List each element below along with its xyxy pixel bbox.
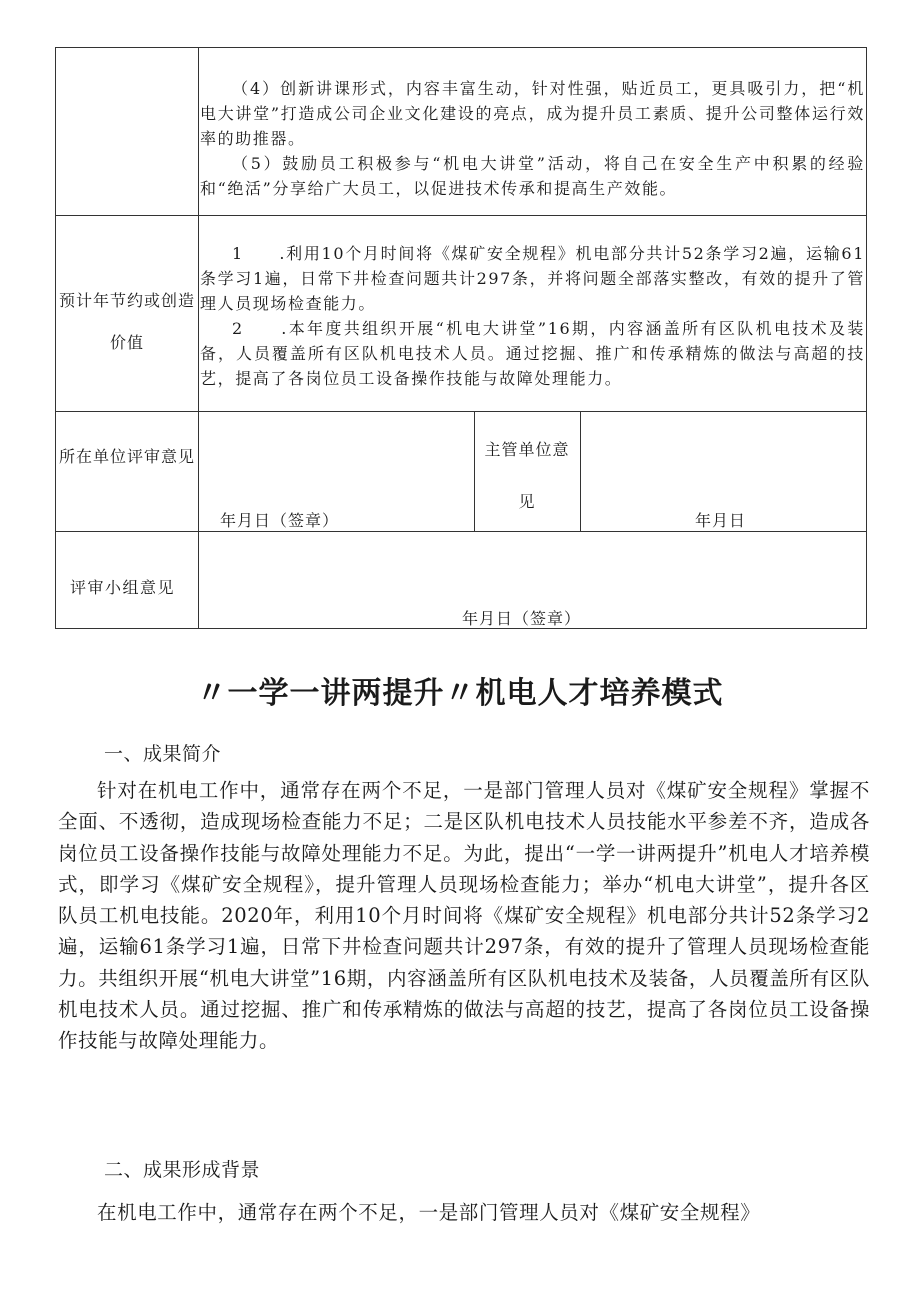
table-column-divider: [198, 47, 199, 629]
row2-label: 预计年节约或创造价值: [58, 291, 195, 352]
section-2-heading: 二、成果形成背景: [104, 1159, 261, 1181]
section-1-paragraph: 针对在机电工作中，通常存在两个不足，一是部门管理人员对《煤矿安全规程》掌握不全面、不透彻，造成现场检查能力不足；二是区队机电技术人员技能水平参差不齐，造成各岗位员工设备操作技能与故障处理能力不足。为此，提出“一学一讲两提升”机电人才培养模式，即学习《煤矿安全规程》，提升管理人员现场检查能力；举办“机电大讲堂”，提升各区队员工机电技能。2020年，利用10个月时间将《煤矿安全规程》机电部分共计52条学习2遍，运输61条学习1遍，日常下井检查问题共计297条，有效的提升了管理人员现场检查能力。共组织开展“机电大讲堂”16期，内容涵盖所有区队机电技术及装备，人员覆盖所有区队机电技术人员。通过挖掘、推广和传承精炼的做法与高超的技艺，提高了各岗位员工设备操作技能与故障处理能力。: [58, 779, 870, 1053]
supervisor-date: 年月日: [695, 511, 747, 530]
value-item-2: 2 .本年度共组织开展“机电大讲堂”16期，内容涵盖所有区队机电技术及装备，人员覆盖所有区队机电技术人员。通过挖掘、推广和传承精炼的做法与高超的技艺，提高了各岗位员工设备操作技能与故障处理能力。: [200, 319, 865, 388]
section-1-heading: 一、成果简介: [104, 743, 222, 765]
item-5-text: （5）鼓励员工积极参与“机电大讲堂”活动，将自己在安全生产中积累的经验和“绝活”分享给广大员工，以促进技术传承和提高生产效能。: [200, 154, 865, 198]
document-title: 〃一学一讲两提升〃机电人才培养模式: [196, 676, 724, 711]
unit-review-label: 所在单位评审意见: [58, 447, 195, 466]
table-row-divider: [55, 411, 867, 412]
table-row-divider: [55, 531, 867, 532]
value-item-1: 1 .利用10个月时间将《煤矿安全规程》机电部分共计52条学习2遍，运输61条学习1遍，日常下井检查问题共计297条，并将问题全部落实整改，有效的提升了管理人员现场检查能力。: [200, 244, 865, 313]
item-4-text: （4）创新讲课形式，内容丰富生动，针对性强，贴近员工，更具吸引力，把“机电大讲堂”打造成公司企业文化建设的亮点，成为提升员工素质、提升公司整体运行效率的助推器。: [200, 79, 865, 148]
table-column-divider: [580, 411, 581, 531]
section-2-paragraph: 在机电工作中，通常存在两个不足，一是部门管理人员对《煤矿安全规程》: [97, 1201, 761, 1224]
table-row-divider: [55, 215, 867, 216]
supervisor-label: 主管单位意见: [484, 440, 570, 511]
panel-review-sign: 年月日（签章）: [462, 609, 582, 628]
panel-review-label: 评审小组意见: [70, 578, 176, 597]
row1-content: [200, 76, 865, 201]
table-column-divider: [474, 411, 475, 531]
unit-review-sign: 年月日（签章）: [220, 511, 340, 530]
row2-content: [200, 241, 865, 391]
